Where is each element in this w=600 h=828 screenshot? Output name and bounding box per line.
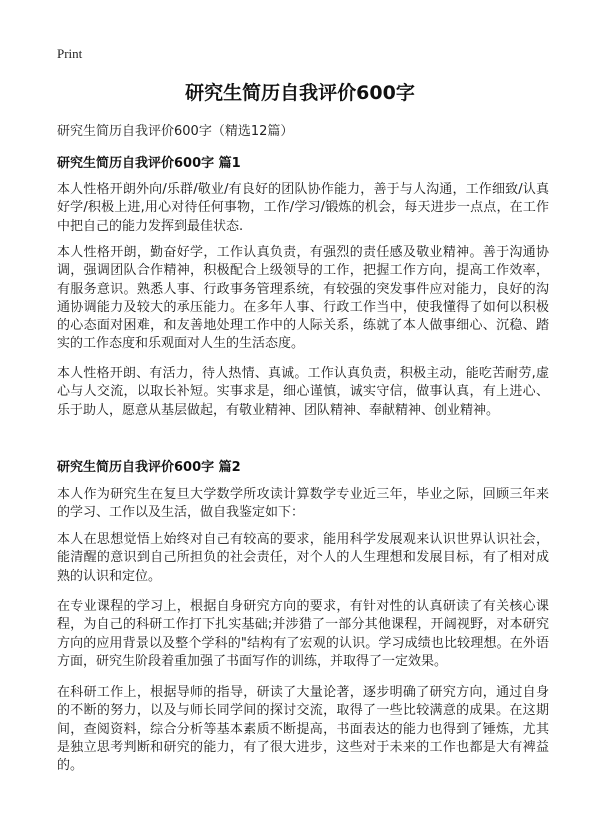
section-2-paragraph-1: 本人作为研究生在复旦大学数学所攻读计算数学专业近三年，毕业之际，回顾三年来的学习、工作以及生活，做自我鉴定如下： — [57, 487, 549, 521]
section-2-heading: 研究生简历自我评价600字 篇2 — [57, 460, 241, 475]
section-2-paragraph-4: 在科研工作上，根据导师的指导，研读了大量论著，逐步明确了研究方向，通过自身的不断的努力，以及与师长同学间的探讨交流，取得了一些比较满意的成果。在这期间，查阅资料，综合分析等基本素质不断提高，书面表达的能力也得到了锤炼，尤其是独立思考判断和研究的能力，有了很大进步，这些对于未来的工作也都是大有裨益的。 — [57, 685, 549, 774]
section-2-paragraph-3: 在专业课程的学习上，根据自身研究方向的要求，有针对性的认真研读了有关核心课程，为自己的科研工作打下扎实基础;并涉猎了一部分其他课程，开阔视野，对本研究方向的应用背景以及整个学科的"结构有了宏观的认识。学习成绩也比较理想。在外语方面，研究生阶段着重加强了书面写作的训练，并取得了一定效果。 — [57, 599, 549, 669]
page-title: 研究生简历自我评价600字 — [185, 82, 415, 104]
section-1-heading: 研究生简历自我评价600字 篇1 — [57, 156, 241, 171]
section-1-paragraph-1: 本人性格开朗外向/乐群/敬业/有良好的团队协作能力，善于与人沟通，工作细致/认真好学/积极上进,用心对待任何事物，工作/学习/锻炼的机会，每天进步一点点，在工作中把自己的能力发挥到最佳状态. — [57, 182, 549, 234]
document-subtitle: 研究生简历自我评价600字（精选12篇） — [57, 124, 294, 139]
section-1-paragraph-3: 本人性格开朗、有活力，待人热情、真诚。工作认真负责，积极主动，能吃苦耐劳,虚心与人交流，以取长补短。实事求是，细心谨慎，诚实守信，做事认真，有上进心、乐于助人，愿意从基层做起，有敬业精神、团队精神、奉献精神、创业精神。 — [57, 366, 549, 418]
print-link[interactable]: Print — [57, 46, 83, 61]
section-2-paragraph-2: 本人在思想觉悟上始终对自己有较高的要求，能用科学发展观来认识世界认识社会，能清醒的意识到自己所担负的社会责任，对个人的人生理想和发展目标，有了相对成熟的认识和定位。 — [57, 532, 549, 584]
section-1-paragraph-2: 本人性格开朗，勤奋好学，工作认真负责，有强烈的责任感及敬业精神。善于沟通协调，强调团队合作精神，积极配合上级领导的工作，把握工作方向，提高工作效率，有服务意识。熟悉人事、行政事务管理系统，有较强的突发事件应对能力，良好的沟通协调能力及较大的承压能力。在多年人事、行政工作当中，使我懂得了如何以积极的心态面对困难，和友善地处理工作中的人际关系，练就了本人做事细心、沉稳、踏实的工作态度和乐观面对人生的生活态度。 — [57, 245, 549, 352]
